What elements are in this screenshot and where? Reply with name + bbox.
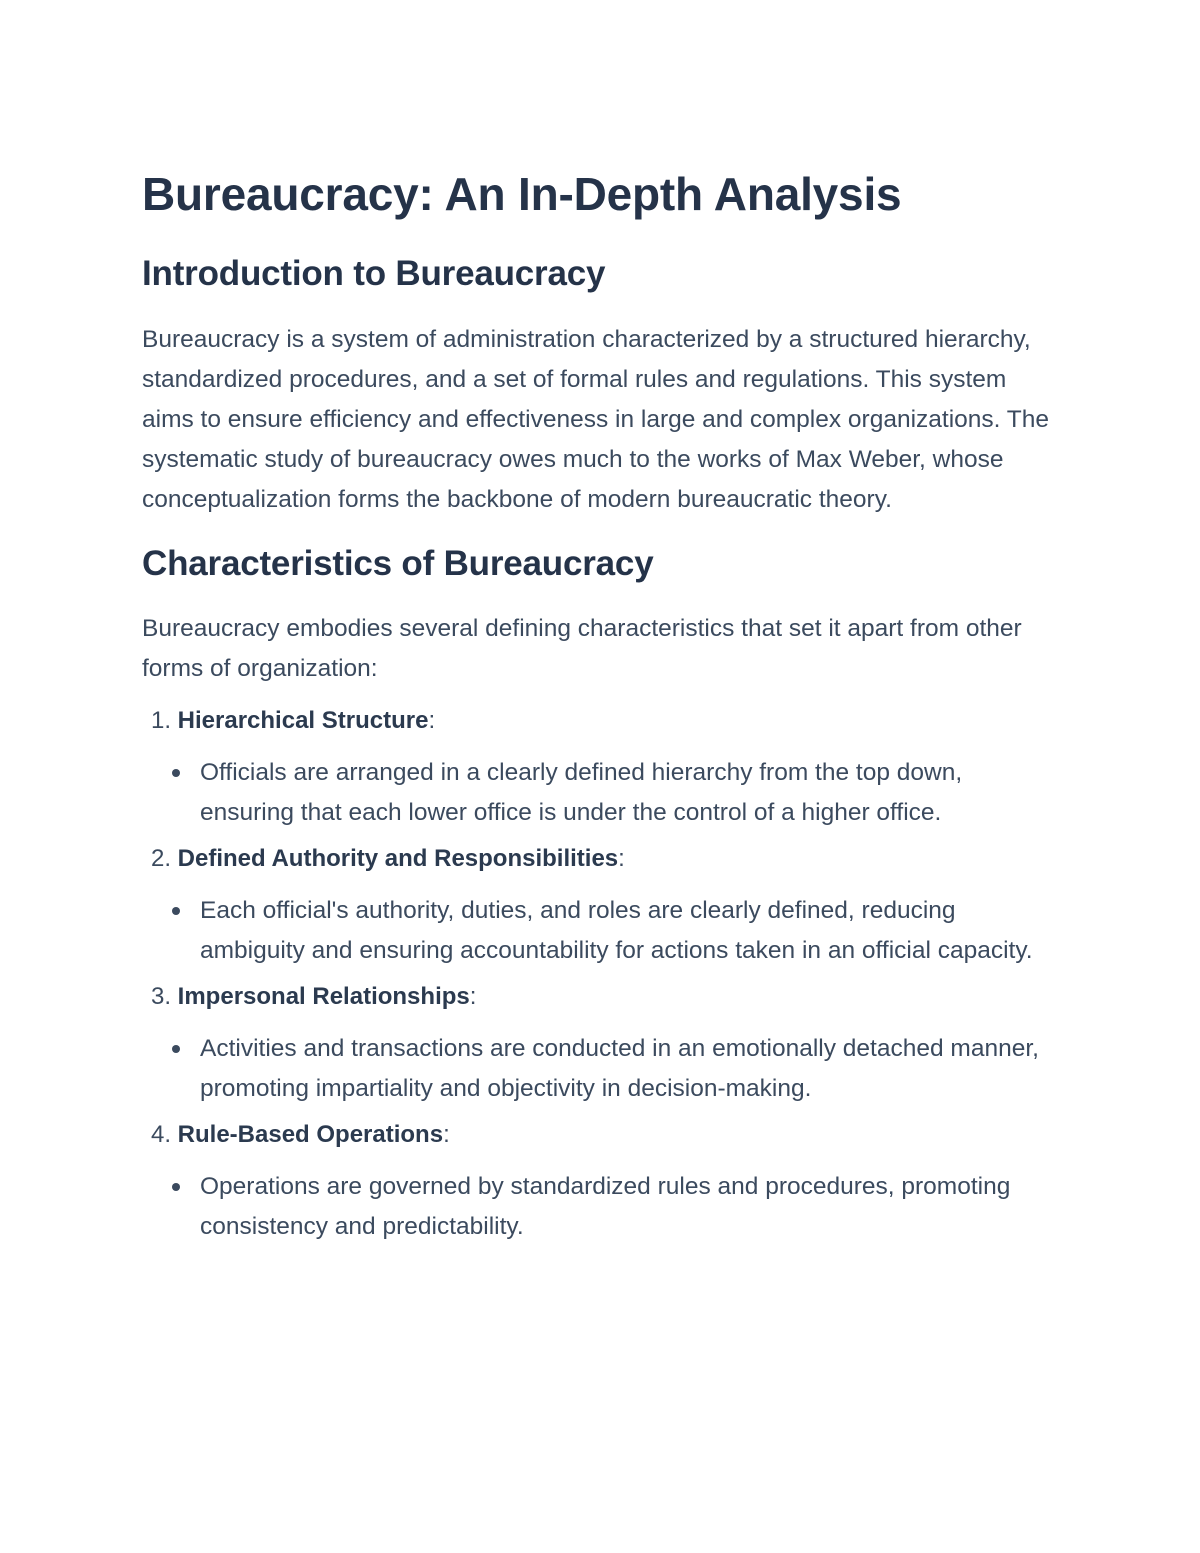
list-item-heading <box>142 839 1060 879</box>
bullet-list <box>142 753 1060 833</box>
bullet-text: Activities and transactions are conducted in an emotionally detached manner, promoting impartiality and objectivity in decision-making. <box>200 1035 1039 1102</box>
bullet-text: Operations are governed by standardized rules and procedures, promoting consistency and predictability. <box>200 1173 1011 1240</box>
list-item-suffix: : <box>443 1121 450 1148</box>
list-item-label: Rule-Based Operations <box>177 1121 444 1148</box>
bullet-text: Each official's authority, duties, and roles are clearly defined, reducing ambiguity and ensuring accountability for actions taken in an official capacity. <box>200 897 1033 964</box>
list-item-number: 1. <box>150 707 171 734</box>
list-item-suffix: : <box>469 983 477 1010</box>
bullet-item <box>142 891 1060 971</box>
section-heading: Characteristics of Bureaucracy <box>142 544 654 583</box>
list-item-heading <box>142 701 1060 741</box>
bullet-dot-icon <box>172 1045 180 1053</box>
bullet-list <box>142 1029 1060 1109</box>
list-item <box>142 1115 1060 1247</box>
bullet-text: Officials are arranged in a clearly defined hierarchy from the top down, ensuring that each lower office is under the control of a higher office. <box>200 759 963 826</box>
list-item <box>142 977 1060 1109</box>
bullet-item <box>142 1029 1060 1109</box>
list-item <box>142 839 1060 971</box>
list-item-number: 2. <box>150 845 171 872</box>
bullet-list <box>142 1167 1060 1247</box>
characteristics-paragraph: Bureaucracy embodies several defining characteristics that set it apart from other forms of organization: <box>142 615 1022 682</box>
section-heading: Introduction to Bureaucracy <box>142 254 606 293</box>
list-item-number: 3. <box>150 983 171 1010</box>
list-item <box>142 701 1060 833</box>
intro-paragraph: Bureaucracy is a system of administration characterized by a structured hierarchy, standardized procedures, and a set of formal rules and regulations. This system aims to ensure efficiency and effectiveness in large and complex organizations. The systematic study of bureaucracy owes much to the works of Max Weber, whose conceptualization forms the backbone of modern bureaucratic theory. <box>142 326 1050 513</box>
list-item-heading <box>142 977 1060 1017</box>
bullet-item <box>142 1167 1060 1247</box>
list-item-label: Impersonal Relationships <box>177 983 470 1010</box>
bullet-dot-icon <box>172 907 180 915</box>
list-item-label: Defined Authority and Responsibilities <box>177 845 619 872</box>
bullet-dot-icon <box>172 769 180 777</box>
bullet-list <box>142 891 1060 971</box>
characteristics-list <box>142 701 1060 1247</box>
list-item-suffix: : <box>618 845 625 872</box>
section-characteristics <box>142 540 1060 1247</box>
list-item-number: 4. <box>150 1121 171 1148</box>
list-item-heading <box>142 1115 1060 1155</box>
page-title: Bureaucracy: An In-Depth Analysis <box>142 168 902 220</box>
list-item-label: Hierarchical Structure <box>177 707 429 734</box>
list-item-suffix: : <box>428 707 436 734</box>
bullet-dot-icon <box>172 1183 180 1191</box>
section-introduction <box>142 250 1060 520</box>
bullet-item <box>142 753 1060 833</box>
